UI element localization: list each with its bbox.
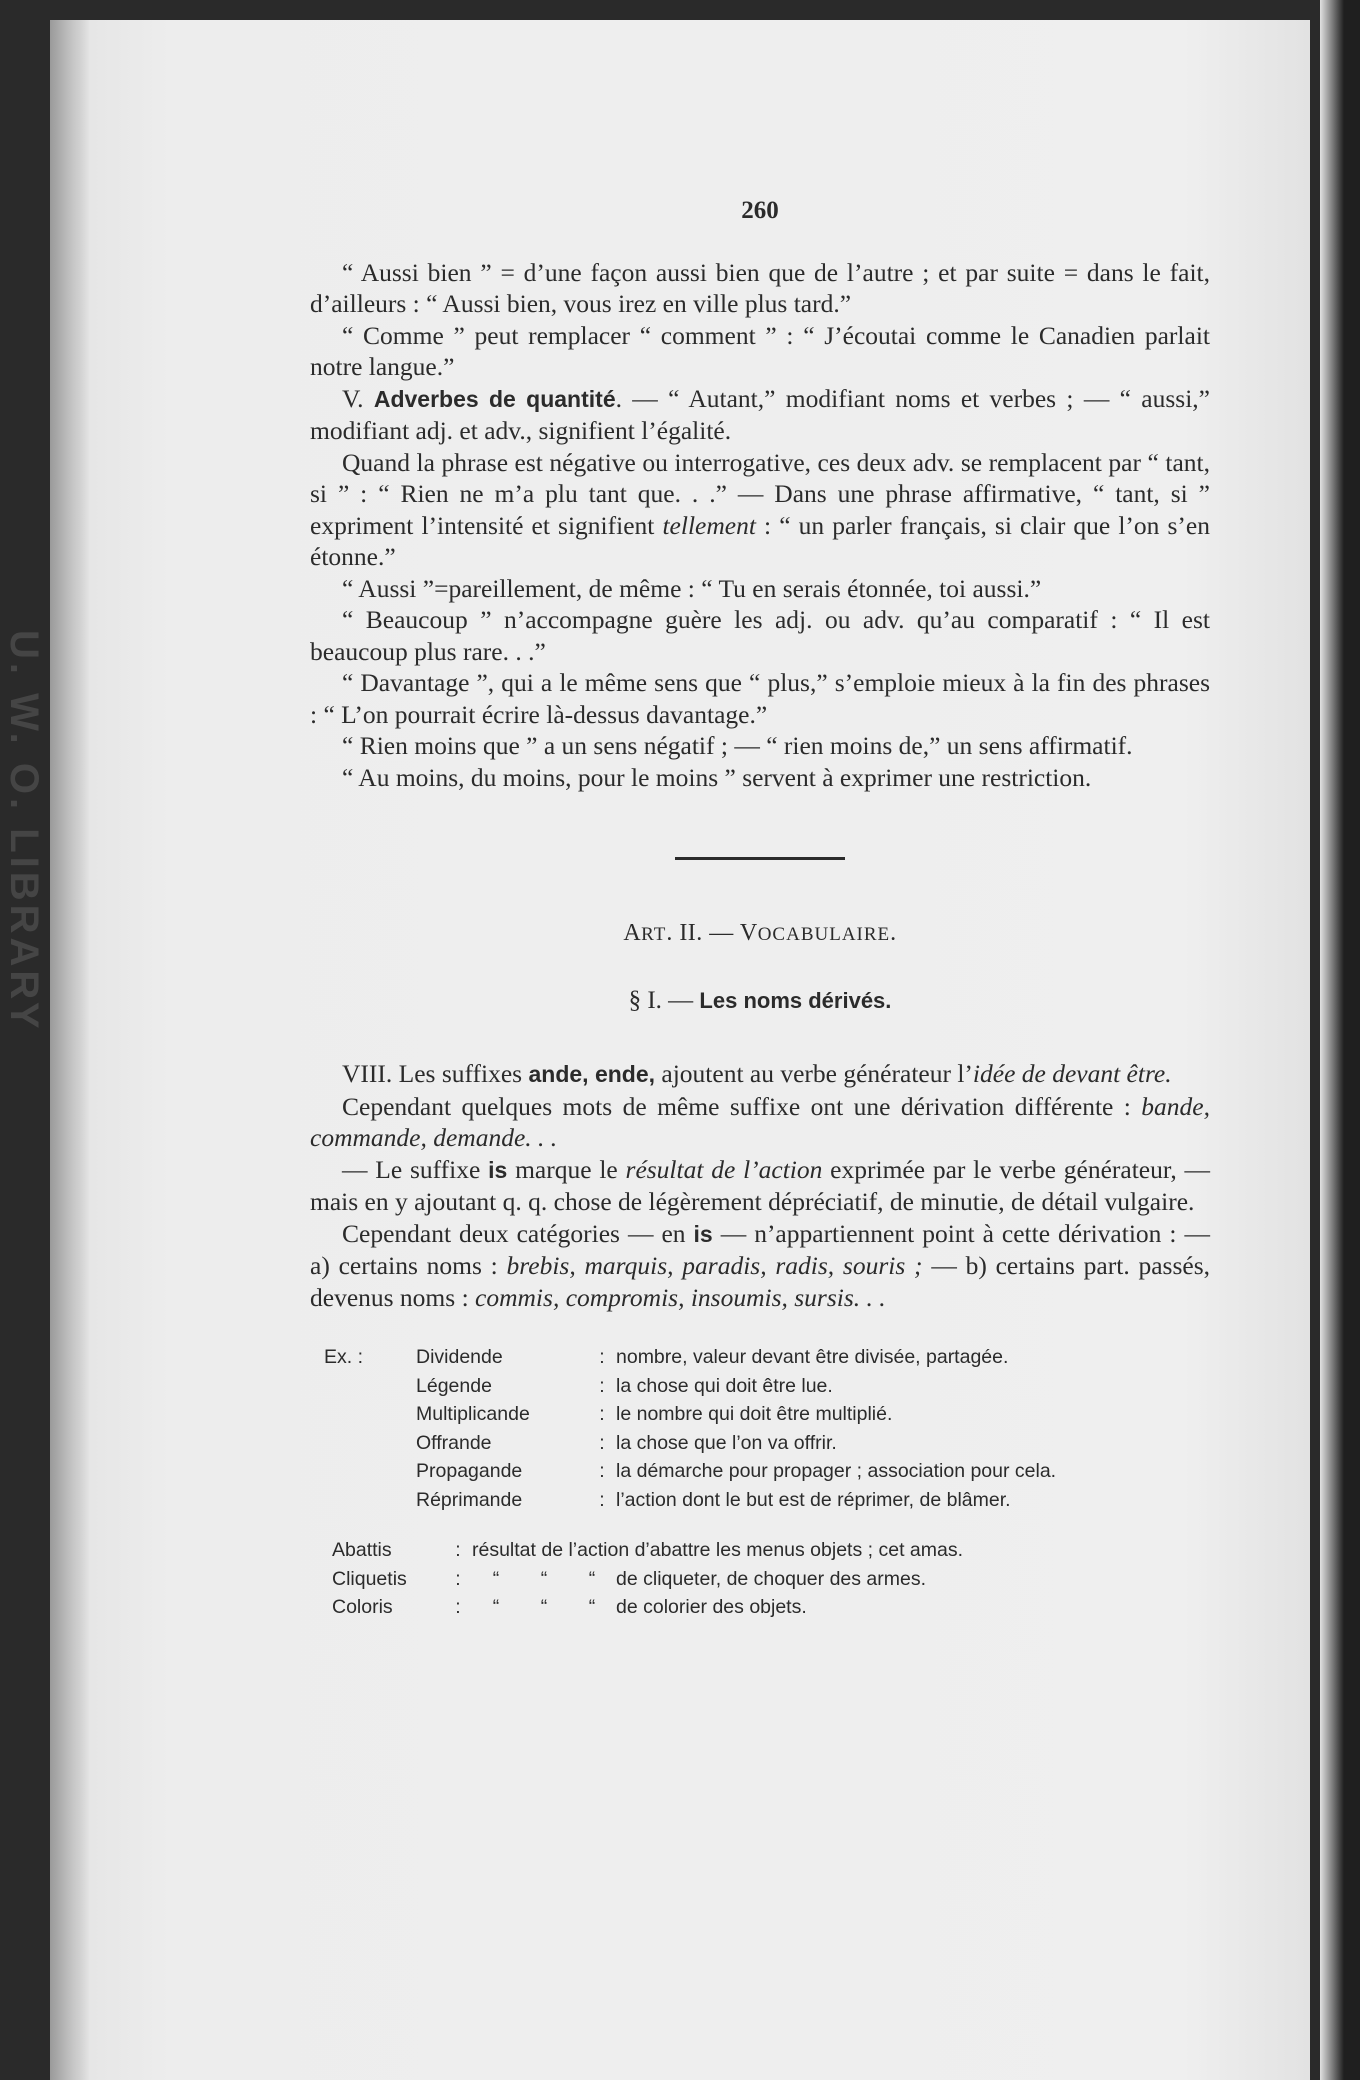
paragraph-bold: is xyxy=(693,1220,713,1247)
library-stamp: U. W. O. LIBRARY xyxy=(2,630,46,1033)
example-definition: de cliqueter, de choquer des armes. xyxy=(616,1567,927,1590)
paragraph-text: VIII. Les suffixes xyxy=(342,1059,529,1088)
paragraph-text: marque le xyxy=(507,1154,626,1184)
paragraph-text: Cependant deux catégories — en xyxy=(342,1218,694,1248)
example-word: Cliquetis xyxy=(332,1567,407,1590)
paragraph xyxy=(310,1058,1210,1091)
example-word: Propagande xyxy=(416,1460,523,1482)
paragraph xyxy=(310,383,1210,447)
section-heading-title: Les noms dérivés. xyxy=(699,987,892,1013)
article-heading xyxy=(310,918,1210,951)
article-heading-initial: A xyxy=(623,920,642,946)
paragraph xyxy=(310,762,1210,794)
paragraph xyxy=(310,667,1210,730)
example-definition: nombre, valeur devant être divisée, partagée. xyxy=(616,1346,1009,1368)
paragraph-italic: commis, compromis, insoumis, sursis. . . xyxy=(475,1282,886,1312)
paragraph-bold: is xyxy=(488,1156,508,1183)
example-definition: la chose que l’on va offrir. xyxy=(616,1431,837,1454)
paragraph-text: “ Aussi ”=pareillement, de même : “ Tu en serais étonnée, toi aussi.” xyxy=(342,573,1042,603)
paragraph xyxy=(310,320,1210,383)
example-word: Coloris xyxy=(332,1596,393,1618)
example-row xyxy=(324,1457,1056,1486)
example-word: Offrande xyxy=(416,1431,492,1454)
article-heading-end: . xyxy=(890,920,897,946)
example-sep: : xyxy=(599,1431,605,1454)
example-lead xyxy=(324,1372,416,1401)
example-row xyxy=(324,1486,1056,1515)
adverbs-paragraphs xyxy=(310,257,1210,794)
paragraph-text: “ Rien moins que ” a un sens négatif ; — “ rien moins de,” un sens affirmatif. xyxy=(342,731,1133,760)
ditto-mark: “ xyxy=(492,1596,500,1618)
article-heading-smallcaps: RT xyxy=(641,924,667,945)
paragraph-italic: tellement xyxy=(662,510,756,540)
example-row xyxy=(324,1429,1056,1458)
section-divider xyxy=(675,857,845,860)
paragraph xyxy=(310,1218,1210,1314)
paragraph-text: — b) certains part. passés, devenus noms : xyxy=(310,1251,1210,1312)
text-block xyxy=(310,195,1210,1622)
scan-edge xyxy=(1320,0,1360,2080)
example-word: Dividende xyxy=(416,1346,503,1368)
example-sep: : xyxy=(599,1346,605,1368)
example-sep: : xyxy=(455,1539,461,1561)
section-heading xyxy=(310,985,1210,1017)
paragraph-italic: résultat de l’action xyxy=(625,1154,823,1184)
paragraph-text: . — “ Autant,” modifiant noms et verbes ; — “ aussi,” modifiant adj. et adv., signifient l’égalité. xyxy=(310,383,1210,445)
paragraph-text: “ Au moins, du moins, pour le moins ” servent à exprimer une restriction. xyxy=(342,762,1092,792)
suffix-paragraphs xyxy=(310,1058,1210,1313)
paragraph-text: ajoutent au verbe générateur l’ xyxy=(655,1059,973,1088)
example-lead xyxy=(324,1457,416,1486)
example-word: Réprimande xyxy=(416,1488,523,1511)
example-row xyxy=(324,1372,1056,1401)
example-row xyxy=(324,1400,1056,1429)
paragraph-text: : “ un parler français, si clair que l’on s’en étonne.” xyxy=(310,510,1210,571)
ditto-mark: “ xyxy=(588,1596,596,1618)
section-heading-prefix: § I. — xyxy=(628,986,700,1014)
paragraph-text: — n’appartiennent point à cette dérivation : — a) certains noms : xyxy=(310,1218,1210,1280)
example-definition: résultat de l’action d’abattre les menus objets ; cet amas. xyxy=(472,1539,964,1561)
example-row xyxy=(324,1343,1056,1372)
paragraph-text: exprimée par le verbe générateur, — mais en y ajoutant q. q. chose de légèrement dépréciatif, de minutie, de détail vulgaire. xyxy=(310,1154,1210,1216)
example-definition: la chose qui doit être lue. xyxy=(616,1374,833,1397)
paragraph-bold: Adverbes de quantité xyxy=(373,385,616,412)
paragraph-italic: bande, commande, demande. . . xyxy=(310,1091,1210,1152)
paragraph-bold: ande, ende, xyxy=(528,1061,656,1087)
page-number: 260 xyxy=(741,197,779,224)
paragraph xyxy=(310,257,1210,320)
binding-gutter xyxy=(50,20,90,2080)
paragraph-text: “ Aussi bien ” = d’une façon aussi bien que de l’autre ; et par suite = dans le fait, d’ailleurs : “ Aussi bien, vous irez en ville plus tard.” xyxy=(310,257,1210,318)
paragraph xyxy=(310,604,1210,667)
ditto-mark: “ xyxy=(492,1567,500,1590)
article-heading-mid: . II. — V xyxy=(666,920,758,946)
paragraph-text: “ Davantage ”, qui a le même sens que “ plus,” s’emploie mieux à la fin des phrases : “ L’on pourrait écrire là-dessus davantage.” xyxy=(310,668,1210,729)
example-sep: : xyxy=(599,1460,605,1482)
paragraph-text: Quand la phrase est négative ou interrogative, ces deux adv. se remplacent par “ tant, si ” : “ Rien ne m’a plu tant que. . .” — Dans une phrase affirmative, “ tant, si ” expriment l’intensité et signifient xyxy=(310,447,1210,540)
example-word: Multiplicande xyxy=(416,1403,530,1425)
example-row xyxy=(332,1593,963,1622)
example-lead xyxy=(324,1429,416,1458)
paragraph-text: — Le suffixe xyxy=(342,1154,489,1184)
example-definition: de colorier des objets. xyxy=(616,1596,807,1618)
example-sep: : xyxy=(455,1596,461,1618)
paragraph-text: “ Beaucoup ” n’accompagne guère les adj. ou adv. qu’au comparatif : “ Il est beaucoup plus rare. . .” xyxy=(310,605,1210,666)
paragraph-italic: brebis, marquis, paradis, radis, souris ; xyxy=(506,1251,923,1280)
example-sep: : xyxy=(599,1488,605,1511)
example-lead: Ex. : xyxy=(324,1346,364,1368)
paragraph-italic: idée de devant être. xyxy=(972,1059,1172,1088)
example-lead xyxy=(324,1400,416,1429)
paragraph xyxy=(310,730,1210,762)
example-row xyxy=(332,1565,963,1594)
example-sep: : xyxy=(599,1374,605,1397)
example-definition: l’action dont le but est de réprimer, de blâmer. xyxy=(616,1488,1011,1511)
paragraph-text: “ Comme ” peut remplacer “ comment ” : “ J’écoutai comme le Canadien parlait notre langue.” xyxy=(310,320,1210,381)
article-heading-smallcaps-2: OCABULAIRE xyxy=(757,924,891,945)
paragraph xyxy=(310,1091,1210,1154)
is-examples-table xyxy=(332,1536,963,1622)
paragraph-text: Cependant quelques mots de même suffixe ont une dérivation différente : xyxy=(342,1091,1142,1121)
example-word: Abattis xyxy=(332,1539,392,1561)
example-definition: la démarche pour propager ; association pour cela. xyxy=(616,1460,1057,1482)
example-definition: le nombre qui doit être multiplié. xyxy=(616,1403,893,1425)
paragraph xyxy=(310,447,1210,573)
example-word: Légende xyxy=(416,1374,492,1397)
example-lead xyxy=(324,1486,416,1515)
paragraph xyxy=(310,573,1210,605)
ande-examples-table xyxy=(324,1343,1056,1514)
ditto-mark: “ xyxy=(540,1596,548,1618)
example-sep: : xyxy=(455,1567,461,1590)
ditto-mark: “ xyxy=(588,1567,596,1590)
paragraph-text: V. xyxy=(342,383,374,413)
example-sep: : xyxy=(599,1403,605,1425)
example-row xyxy=(332,1536,963,1565)
ditto-mark: “ xyxy=(540,1567,548,1590)
paragraph xyxy=(310,1154,1210,1218)
